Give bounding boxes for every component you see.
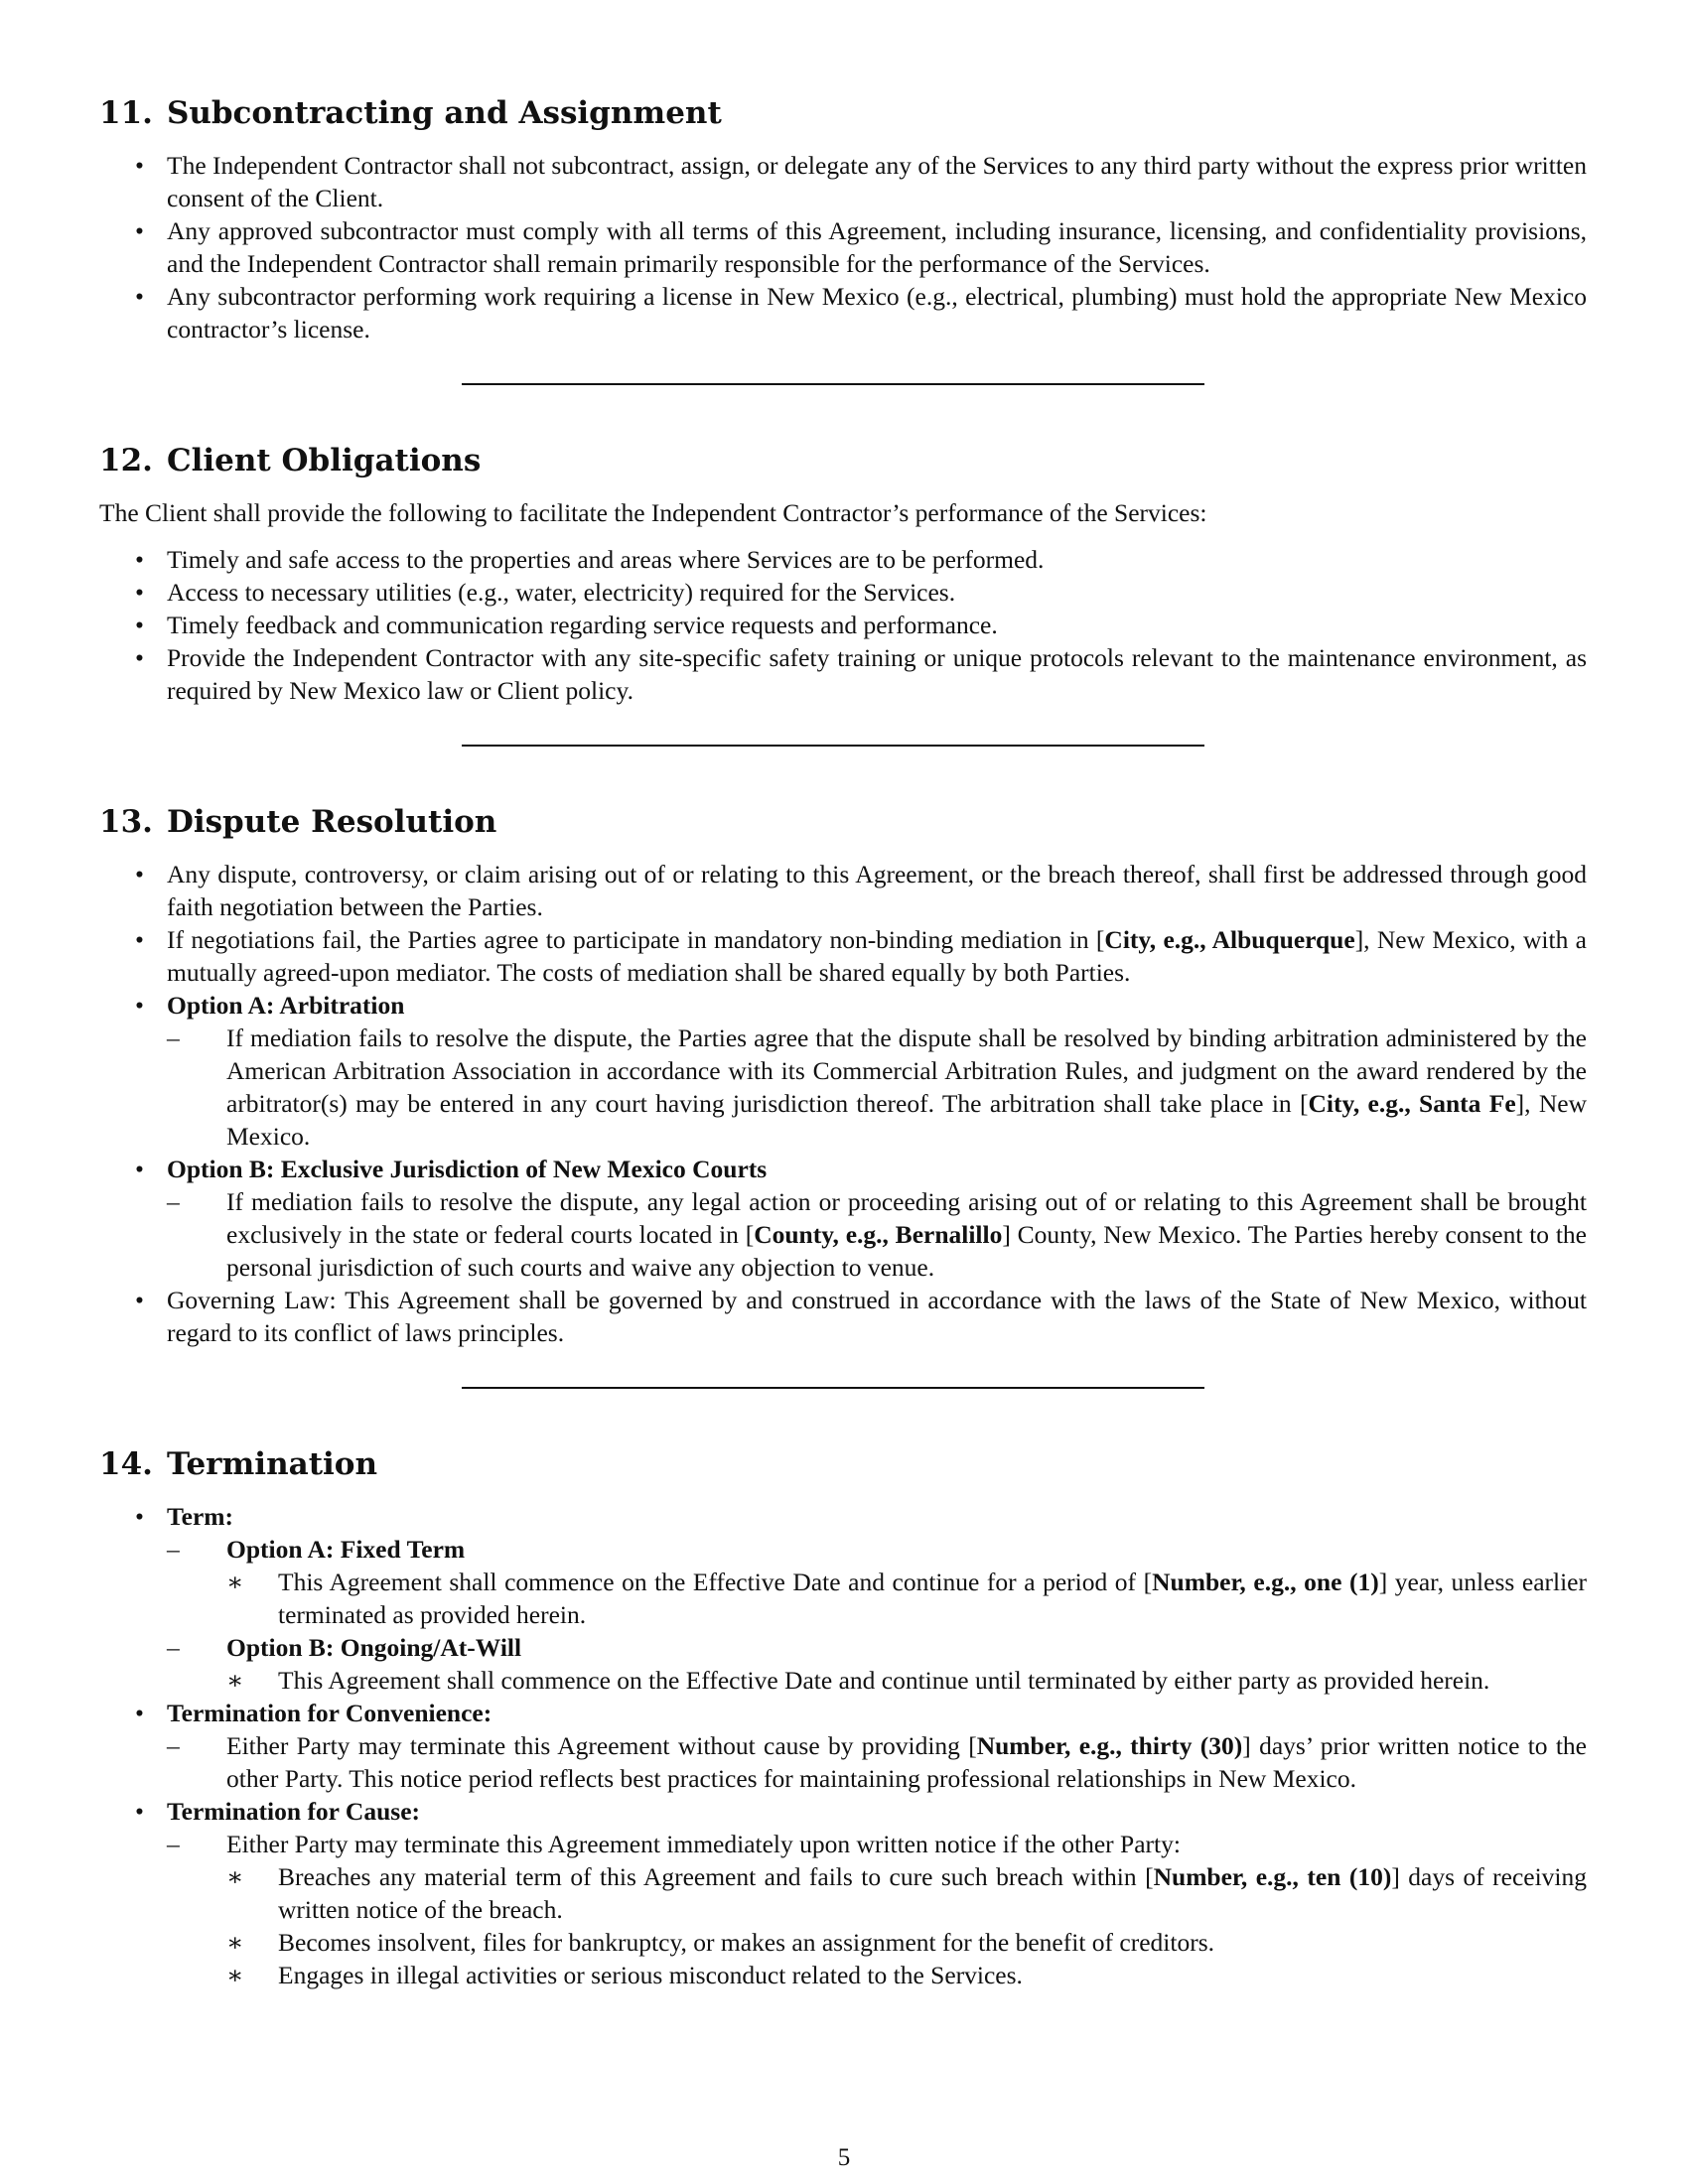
term-label: Termination for Convenience: bbox=[167, 1699, 492, 1727]
text-run: If negotiations fail, the Parties agree to participate in mandatory non-binding mediation in [ bbox=[167, 925, 1105, 954]
sub-sub-list-item: ∗ Engages in illegal activities or serious misconduct related to the Services. bbox=[226, 1959, 1587, 1991]
placeholder-number: Number, e.g., thirty (30) bbox=[976, 1731, 1243, 1760]
sub-sub-list bbox=[226, 1566, 1587, 1631]
section-title: Client Obligations bbox=[166, 443, 482, 478]
section-number: 13. bbox=[99, 804, 153, 840]
text-run: Either Party may terminate this Agreement without cause by providing [ bbox=[226, 1731, 977, 1760]
text-run: ], New Mexico, with a mutually agreed-upon mediator. The costs of mediation shall be shared equally by both Parties. bbox=[167, 925, 1587, 987]
sub-list-item bbox=[167, 1729, 1587, 1795]
bullet-list bbox=[99, 543, 1587, 707]
section-number: 12. bbox=[99, 443, 153, 478]
list-item bbox=[99, 1697, 1587, 1795]
list-item: • Any dispute, controversy, or claim arising out of or relating to this Agreement, or the breach thereof, shall first be addressed through good faith negotiation between the Parties. bbox=[99, 858, 1587, 923]
text-run: ] days’ prior written notice to the other Party. This notice period reflects best practices for maintaining professional relationships in New Mexico. bbox=[226, 1731, 1587, 1793]
section-title: Termination bbox=[166, 1446, 378, 1482]
list-item: • Any approved subcontractor must comply with all terms of this Agreement, including insurance, licensing, and confidentiality provisions, and the Independent Contractor shall remain primarily responsible for the performance of the Services. bbox=[99, 214, 1587, 280]
sub-list-item bbox=[167, 1022, 1587, 1153]
text-run: This Agreement shall commence on the Effective Date and continue for a period of [ bbox=[278, 1568, 1153, 1596]
placeholder-county: County, e.g., Bernalillo bbox=[754, 1220, 1003, 1249]
section-number: 11. bbox=[99, 95, 153, 131]
sub-list bbox=[107, 1022, 1587, 1153]
placeholder-city: City, e.g., Albuquerque bbox=[1104, 925, 1355, 954]
section-divider bbox=[462, 383, 1204, 385]
sub-list-item bbox=[167, 1533, 1587, 1631]
option-label: Option A: Arbitration bbox=[167, 991, 405, 1020]
list-item bbox=[99, 923, 1587, 989]
list-item bbox=[99, 989, 1587, 1153]
text-run: ] days of receiving written notice of the breach. bbox=[278, 1862, 1588, 1924]
sub-sub-list bbox=[226, 1664, 1587, 1697]
placeholder-number: Number, e.g., ten (10) bbox=[1153, 1862, 1392, 1891]
section-heading bbox=[99, 91, 1587, 135]
list-item: • Timely feedback and communication regarding service requests and performance. bbox=[99, 609, 1587, 641]
text-run: If mediation fails to resolve the dispute, the Parties agree that the dispute shall be resolved by binding arbitration administered by the American Arbitration Association in accordance with its Commercial Arbitration Rules, and judgment on the award rendered by the arbitrator(s) may be entered in any court having jurisdiction thereof. The arbitration shall take place in [ bbox=[226, 1024, 1587, 1118]
list-item: • Provide the Independent Contractor with any site-specific safety training or unique protocols relevant to the maintenance environment, as required by New Mexico law or Client policy. bbox=[99, 641, 1587, 707]
sub-list bbox=[107, 1185, 1587, 1284]
sub-list-item bbox=[167, 1828, 1587, 1991]
section-termination bbox=[99, 1442, 1587, 1991]
sub-list bbox=[107, 1729, 1587, 1795]
section-number: 14. bbox=[99, 1446, 153, 1482]
option-label: Option B: Ongoing/At-Will bbox=[226, 1633, 522, 1662]
section-divider bbox=[462, 1387, 1204, 1389]
sub-sub-list-item: ∗ This Agreement shall commence on the Effective Date and continue until terminated by either party as provided herein. bbox=[226, 1664, 1587, 1697]
text-run: Breaches any material term of this Agreement and fails to cure such breach within [ bbox=[278, 1862, 1154, 1891]
section-divider bbox=[462, 745, 1204, 747]
sub-list bbox=[107, 1828, 1587, 1991]
sub-list-item bbox=[167, 1631, 1587, 1697]
section-heading bbox=[99, 439, 1587, 482]
text-run: Either Party may terminate this Agreement immediately upon written notice if the other Party: bbox=[226, 1830, 1181, 1858]
section-subcontracting bbox=[99, 91, 1587, 345]
text-run: ] year, unless earlier terminated as provided herein. bbox=[278, 1568, 1587, 1629]
sub-sub-list bbox=[226, 1860, 1587, 1991]
section-heading bbox=[99, 1442, 1587, 1486]
list-item: • Governing Law: This Agreement shall be governed by and construed in accordance with the laws of the State of New Mexico, without regard to its conflict of laws principles. bbox=[99, 1284, 1587, 1349]
bullet-list bbox=[99, 1500, 1587, 1991]
section-dispute-resolution bbox=[99, 800, 1587, 1349]
sub-list-item bbox=[167, 1185, 1587, 1284]
section-client-obligations bbox=[99, 439, 1587, 707]
text-run: If mediation fails to resolve the dispute, any legal action or proceeding arising out of or relating to this Agreement shall be brought exclusively in the state or federal courts located in [ bbox=[226, 1187, 1587, 1249]
document-page bbox=[99, 91, 1587, 1991]
text-run: ] County, New Mexico. The Parties hereby consent to the personal jurisdiction of such courts and waive any objection to venue. bbox=[226, 1220, 1587, 1282]
term-label: Termination for Cause: bbox=[167, 1797, 420, 1826]
section-intro: The Client shall provide the following to facilitate the Independent Contractor’s performance of the Services: bbox=[99, 498, 1207, 527]
bullet-list bbox=[99, 858, 1587, 1349]
list-item bbox=[99, 1500, 1587, 1697]
list-item: • The Independent Contractor shall not subcontract, assign, or delegate any of the Services to any third party without the express prior written consent of the Client. bbox=[99, 149, 1587, 214]
list-item bbox=[99, 1153, 1587, 1284]
section-title: Subcontracting and Assignment bbox=[166, 95, 722, 131]
section-heading bbox=[99, 800, 1587, 844]
option-label: Option A: Fixed Term bbox=[226, 1535, 466, 1564]
option-label: Option B: Exclusive Jurisdiction of New Mexico Courts bbox=[167, 1155, 768, 1183]
section-title: Dispute Resolution bbox=[166, 804, 497, 840]
sub-list bbox=[107, 1533, 1587, 1697]
text-run: ], New Mexico. bbox=[226, 1089, 1588, 1151]
placeholder-number: Number, e.g., one (1) bbox=[1152, 1568, 1379, 1596]
list-item bbox=[99, 1795, 1587, 1991]
list-item: • Timely and safe access to the properties and areas where Services are to be performed. bbox=[99, 543, 1587, 576]
list-item: • Access to necessary utilities (e.g., water, electricity) required for the Services. bbox=[99, 576, 1587, 609]
bullet-list bbox=[99, 149, 1587, 345]
page-number: 5 bbox=[837, 2144, 851, 2171]
term-label: Term: bbox=[167, 1502, 234, 1531]
sub-sub-list-item bbox=[226, 1566, 1587, 1631]
placeholder-city: City, e.g., Santa Fe bbox=[1308, 1089, 1516, 1118]
list-item: • Any subcontractor performing work requiring a license in New Mexico (e.g., electrical, plumbing) must hold the appropriate New Mexico contractor’s license. bbox=[99, 280, 1587, 345]
sub-sub-list-item bbox=[226, 1860, 1587, 1926]
sub-sub-list-item: ∗ Becomes insolvent, files for bankruptcy, or makes an assignment for the benefit of creditors. bbox=[226, 1926, 1587, 1959]
